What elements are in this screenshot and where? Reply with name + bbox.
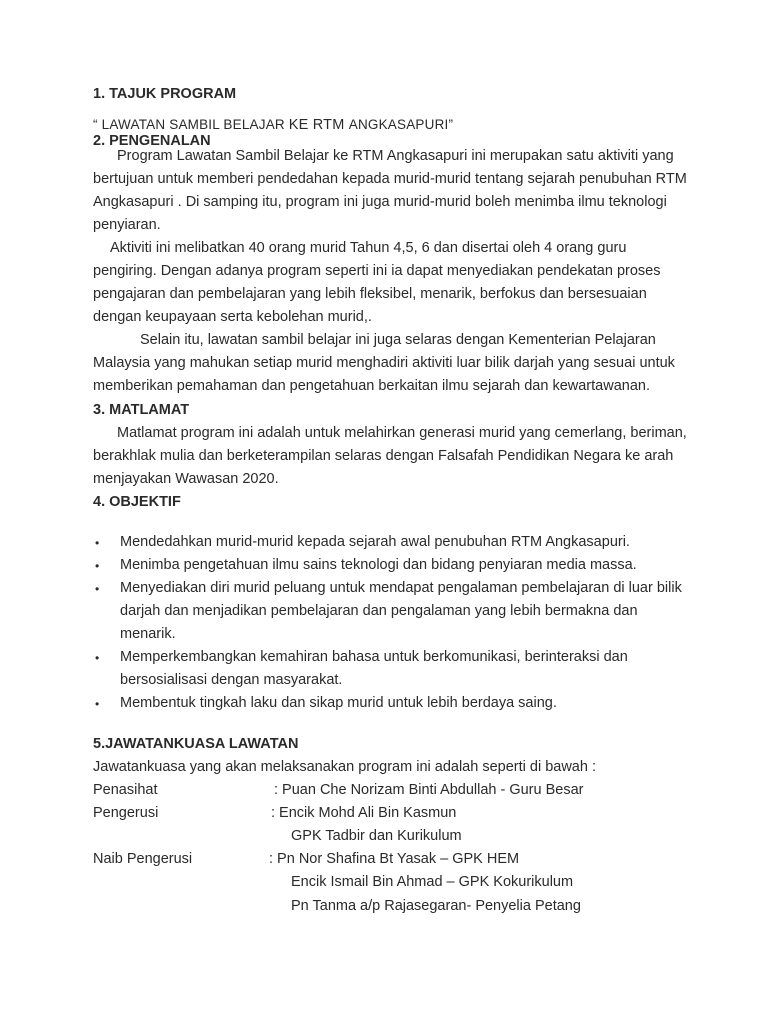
heading-objektif: 4. OBJEKTIF (93, 494, 181, 510)
committee-member: GPK Tadbir dan Kurikulum (291, 828, 462, 844)
paragraph-line: Selain itu, lawatan sambil belajar ini juga selaras dengan Kementerian Pelajaran (140, 332, 656, 348)
program-title-part-b: KE RTM (288, 117, 349, 133)
objective-item: Mendedahkan murid-murid kepada sejarah awal penubuhan RTM Angkasapuri. (120, 534, 630, 550)
bullet-marker: • (95, 697, 100, 711)
committee-member: Pn Tanma a/p Rajasegaran- Penyelia Petang (291, 898, 581, 914)
paragraph-line: Angkasapuri . Di samping itu, program ini juga murid-murid boleh menimba ilmu teknologi (93, 194, 667, 210)
program-title-part-c: ANGKASAPURI” (348, 117, 454, 132)
paragraph-line: berakhlak mulia dan berketerampilan selaras dengan Falsafah Pendidikan Negara ke arah (93, 448, 674, 464)
objective-item: Membentuk tingkah laku dan sikap murid untuk lebih berdaya saing. (120, 695, 557, 711)
paragraph-line: memberikan pemahaman dan pengetahuan berkaitan ilmu sejarah dan kewartawanan. (93, 378, 650, 394)
committee-role: Penasihat (93, 782, 158, 798)
paragraph-line: bertujuan untuk memberi pendedahan kepada murid-murid tentang sejarah penubuhan RTM (93, 171, 687, 187)
objective-item-continued: darjah dan menjadikan pembelajaran dan pengalaman yang lebih bermakna dan (120, 603, 638, 619)
paragraph-line: Matlamat program ini adalah untuk melahirkan generasi murid yang cemerlang, beriman, (117, 425, 687, 441)
objective-item: Menimba pengetahuan ilmu sains teknologi dan bidang penyiaran media massa. (120, 557, 637, 573)
committee-member: : Pn Nor Shafina Bt Yasak – GPK HEM (269, 851, 520, 867)
paragraph-line: Malaysia yang mahukan setiap murid menghadiri aktiviti luar bilik darjah yang sesuai untuk (93, 355, 675, 371)
objective-item: Menyediakan diri murid peluang untuk mendapat pengalaman pembelajaran di luar bilik (120, 580, 682, 596)
objective-item-continued: menarik. (120, 626, 176, 642)
committee-role: Pengerusi (93, 805, 159, 821)
committee-member: : Encik Mohd Ali Bin Kasmun (271, 805, 457, 821)
objective-item: Memperkembangkan kemahiran bahasa untuk berkomunikasi, berinteraksi dan (120, 649, 628, 665)
bullet-marker: • (95, 536, 100, 550)
paragraph-line: pengajaran dan pembelajaran yang lebih fleksibel, menarik, berfokus dan bersesuaian (93, 286, 647, 302)
heading-jawatankuasa: 5.JAWATANKUASA LAWATAN (93, 736, 299, 752)
objective-item-continued: bersosialisasi dengan masyarakat. (120, 672, 343, 688)
committee-member: Encik Ismail Bin Ahmad – GPK Kokurikulum (291, 874, 574, 890)
paragraph-line: penyiaran. (93, 217, 161, 233)
heading-pengenalan: 2. PENGENALAN (93, 133, 211, 149)
bullet-marker: • (95, 559, 100, 573)
paragraph-line: dengan keupayaan serta kebolehan murid,. (93, 309, 372, 325)
bullet-marker: • (95, 582, 100, 596)
program-title-part-a: “ LAWATAN SAMBIL BELAJAR (93, 117, 289, 132)
committee-member: : Puan Che Norizam Binti Abdullah - Guru Besar (274, 782, 584, 798)
paragraph-line: Program Lawatan Sambil Belajar ke RTM Angkasapuri ini merupakan satu aktiviti yang (117, 148, 674, 164)
bullet-marker: • (95, 651, 100, 665)
heading-tajuk-program: 1. TAJUK PROGRAM (93, 86, 237, 102)
heading-matlamat: 3. MATLAMAT (93, 402, 190, 418)
paragraph-line: menjayakan Wawasan 2020. (93, 471, 279, 487)
committee-intro: Jawatankuasa yang akan melaksanakan program ini adalah seperti di bawah : (93, 759, 596, 775)
paragraph-line: pengiring. Dengan adanya program seperti ini ia dapat menyediakan pendekatan proses (93, 263, 661, 279)
committee-role: Naib Pengerusi (93, 851, 193, 867)
paragraph-line: Aktiviti ini melibatkan 40 orang murid Tahun 4,5, 6 dan disertai oleh 4 orang guru (110, 240, 627, 256)
